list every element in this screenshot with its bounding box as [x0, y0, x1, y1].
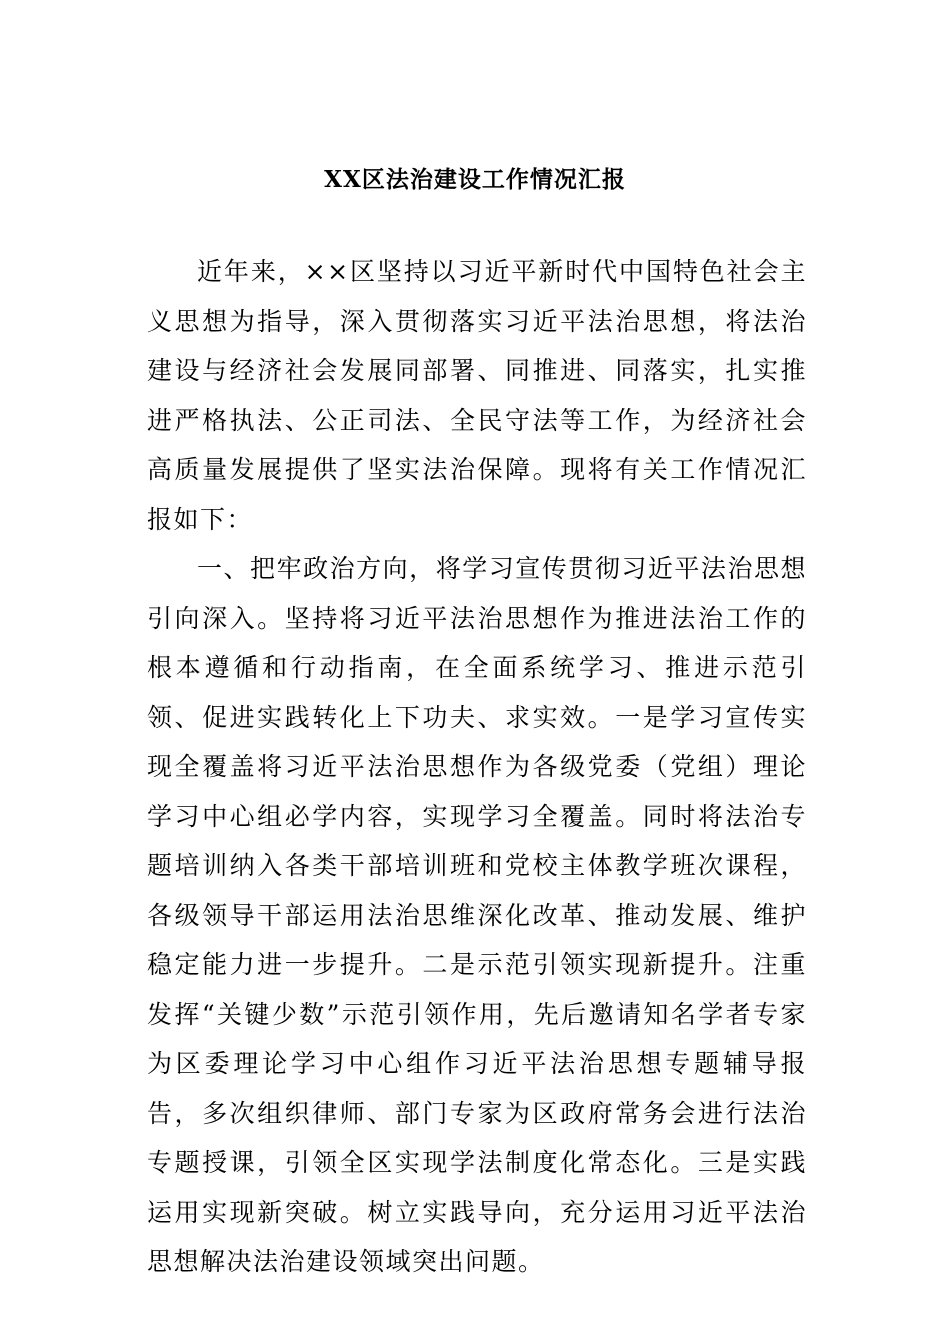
document-body	[147, 247, 807, 1287]
document-title: XX区法治建设工作情况汇报	[324, 166, 626, 193]
paragraph-section-one: 一、把牢政治方向，将学习宣传贯彻习近平法治思想引向深入。坚持将习近平法治思想作为推进法治工作的根本遵循和行动指南，在全面系统学习、推进示范引领、促进实践转化上下功夫、求实效。一是学习宣传实现全覆盖将习近平法治思想作为各级党委（党组）理论学习中心组必学内容，实现学习全覆盖。同时将法治专题培训纳入各类干部培训班和党校主体教学班次课程，各级领导干部运用法治思维深化改革、推动发展、维护稳定能力进一步提升。二是示范引领实现新提升。注重发挥“关键少数”示范引领作用，先后邀请知名学者专家为区委理论学习中心组作习近平法治思想专题辅导报告，多次组织律师、部门专家为区政府常务会进行法治专题授课，引领全区实现学法制度化常态化。三是实践运用实现新突破。树立实践导向，充分运用习近平法治思想解决法治建设领域突出问题。	[147, 554, 807, 1276]
paragraph-intro: 近年来，××区坚持以习近平新时代中国特色社会主义思想为指导，深入贯彻落实习近平法治思想，将法治建设与经济社会发展同部署、同推进、同落实，扎实推进严格执法、公正司法、全民守法等工作，为经济社会高质量发展提供了坚实法治保障。现将有关工作情况汇报如下：	[147, 257, 807, 534]
